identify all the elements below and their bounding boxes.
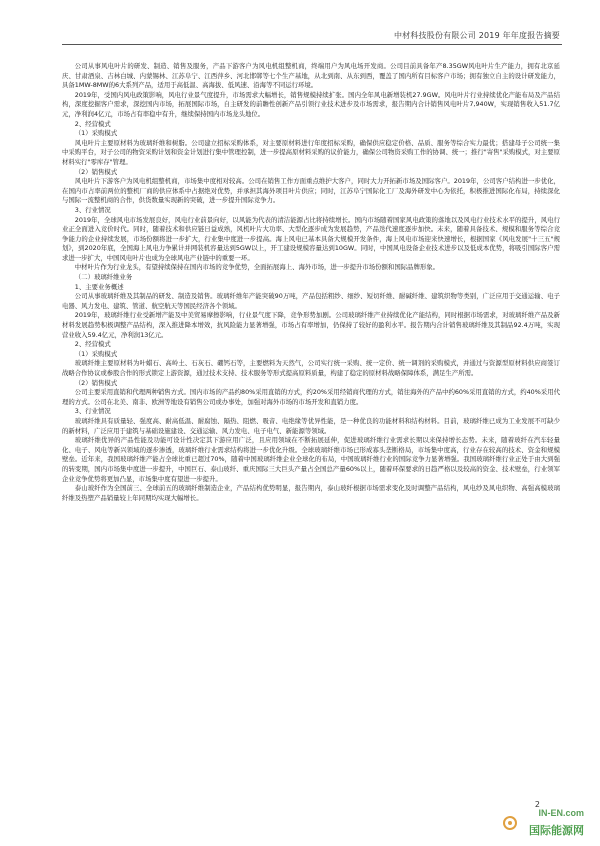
subsection-heading: （1）采购模式 <box>74 349 118 358</box>
paragraph: 玻璃纤维优异的产品性能及功能可设计性决定其下游应用广泛，且应用领域在不断拓展延伸，促进玻璃纤维行业需求长期以来保持增长态势。未来，随着玻纤在汽车轻量化、电子、风电等新兴领域的逐步渗透，玻璃纤维行业需求结构将进一步优化升级。全球玻璃纤维市场已形成寡头垄断格局，市场集中度高，行业存在较高的技术、资金和规模壁垒。近年来，我国玻璃纤维产能占全球比重已超过70%，随着中国玻璃纤维企业全球化的布局，中国玻璃纤维行业的国际竞争力显著增强。我国玻璃纤维行业正处于由大到强的转变期，国内市场集中度进一步提升，中国巨石、泰山玻纤、重庆国际三大巨头产量占全国总产量60%以上，随着环保要求的日趋严格以及较高的资金、技术壁垒，行业领军企业竞争优势将更加凸显，市场集中度有望进一步提升。 <box>62 436 560 483</box>
paragraph: 玻璃纤维主要原材料为叶蜡石、高岭土、石灰石、硼钙石等，主要燃料为天然气，公司实行统一采购、统一定价、统一调剂的采购模式，并通过与资源型原材料供应商签订战略合作协议或参股合作的形式锁定上游资源，通过技术支持、技术服务等形式提高原料质量，构建了稳定的原材料战略保障体系，满足生产所需。 <box>62 359 560 377</box>
header-divider <box>62 44 562 45</box>
section-heading: 2、经营模式 <box>74 340 111 349</box>
paragraph: 风电叶片下游客户为风电机组整机商，市场集中度相对较高。公司在销售工作方面重点维护大客户，同时大力开拓新市场及国际客户。2019年，公司客户结构进一步优化，在国内市占率前两位的整机厂商的供应体系中占据绝对优势，并承担其海外项目叶片供应；同时，江苏阜宁国际化工厂及海外研发中心为依托，积极推进国际化布局，持续深化与国际一流整机商的合作，供货数量实现新的突破，进一步提升国际竞争力。 <box>62 177 560 205</box>
paragraph: 2019年，全球风电市场发展良好，风电行业前景向好，以风能为代表的清洁能源占比将持续增长。国内市场随着国家风电政策的落地以及风电行业技术水平的提升，风电行业正全面进入竞价时代。同时，随着技术和供应链日益成熟，风机叶片大功率、大型化逐步成为发展趋势，产品迭代速度逐步加快。未来，随着具备技术、规模和服务等综合竞争能力的企业持续发展，市场份额将进一步扩大，行业集中度进一步提高。海上风电已基本具备大规模开发条件，海上风电市场迎来快速增长，根据国家《风电发展"十三五"规划》，到2020年底，全国海上风电力争累计并网装机容量达到5GW以上，开工建设规模容量达到10GW。同时，中国风电设备企业技术进步以及低成本优势，将吸引国际客户需求进一步扩大，中国风电叶片也成为全球风电产业链中的重要一环。 <box>62 215 560 262</box>
page-number: 2 <box>534 800 540 809</box>
section-heading: 2、经营模式 <box>74 119 111 128</box>
section-heading: 1、主要业务概述 <box>74 282 124 291</box>
paragraph: 2019年，受国内风电政策影响，风电行业景气度提升，市场需求大幅增长，销售规模持续扩张。国内全年风电新增装机27.9GW。风电叶片行业持续优化产能布局及产品结构，深度挖掘客户需求，深挖国内市场，拓展国际市场，自主研发的前瞻性创新产品引领行业技术进步及市场需求，报告期内合计销售风电叶片7,940W，实现销售收入51.7亿元，净利润4亿元，市场占有率稳中有升，继续保持国内市场龙头地位。 <box>62 90 560 118</box>
paragraph: 中材叶片作为行业龙头，有望持续保持在国内市场的竞争优势，全面拓展海上、海外市场，进一步提升市场份额和国际品牌形象。 <box>74 263 440 272</box>
paragraph: 公司主要采用直销和代理两种销售方式。国内市场的产品约80%采用直销的方式，约20%采用经销商代理的方式，销往海外的产品中约60%采用直销的方式，约40%采用代理的方式。公司在北美、南非、欧洲等地设有销售公司或办事处，加强对海外市场的市场开发和直销力度。 <box>62 388 560 406</box>
section-heading: （二）玻璃纤维业务 <box>74 273 133 282</box>
subsection-heading: （1）采购模式 <box>74 129 118 138</box>
subsection-heading: （2）销售模式 <box>74 167 118 176</box>
report-body <box>62 62 560 503</box>
paragraph: 玻璃纤维具有质量轻、强度高、耐高低温、耐腐蚀、隔热、阻燃、吸音、电绝缘等优异性能，是一种优良的功能材料和结构材料。目前，玻璃纤维已成为工业发展不可缺少的新材料，广泛应用于建筑与基础设施建设、交通运输、风力发电、电子电气、新能源等领域。 <box>62 416 560 435</box>
paragraph: 公司从事玻璃纤维及其制品的研发、制造及销售。玻璃纤维年产能突破90万吨，产品包括粗纱、细纱、短切纤维、耐碱纤维、建筑织物等类别，广泛应用于交通运输、电子电器、风力发电、建筑、管道、航空航天等国民经济各个领域。 <box>62 292 560 310</box>
watermark-text: 国际能源网 <box>529 824 584 837</box>
report-header-title: 中材科技股份有限公司 2019 年年度报告摘要 <box>393 31 560 40</box>
paragraph: 泰山玻纤作为全国前三、全球前五的玻璃纤维制造企业，产品结构优势明显，报告期内，泰山玻纤根据市场需求变化及时调整产品结构，风电纱及风电织物、高强高模玻璃纤维及热塑产品销量较上年同期均实现大幅增长。 <box>62 484 560 502</box>
section-heading: 3、行业情况 <box>74 205 111 214</box>
paragraph: 2019年，玻璃纤维行业受新增产能及中美贸易摩擦影响，行业景气度下降，竞争形势加剧。公司玻璃纤维产业持续优化产能结构，同时根据市场需求，对玻璃纤维产品及新材料发展趋势积极调整产品结构，深入推进降本增效，抗风险能力显著增强，市场占有率增加，仍保持了较好的盈利水平。报告期内合计销售玻璃纤维及其制品92.4万吨，实现营业收入59.4亿元，净利润13亿元。 <box>62 311 560 339</box>
watermark-text: IN-EN.com <box>538 808 584 818</box>
paragraph: 公司从事风电叶片的研发、制造、销售及服务，产品下游客户为风电机组整机商，终端用户为风电场开发商。公司目前具备年产8.35GW风电叶片生产能力，拥有北京延庆、甘肃酒泉、吉林白城、内蒙锡林、江苏阜宁、江西萍乡、河北邯郸等七个生产基地，从北到南、从东到西，覆盖了国内所有目标客户市场；拥有独立自主的设计研发能力，具备1MW-8MW的6大系列产品，适用于高低温、高海拔、低风速、沿海等不同运行环境。 <box>62 62 560 90</box>
paragraph: 风电叶片主要原材料为玻璃纤维和树脂。公司建立招标采购体系，对主要原材料进行年度招标采购，确保供应稳定价格、品质、服务等综合实力最优；搭建母子公司统一集中采购平台，对子公司的物资采购计划和资金计划进行集中管理控制，进一步提高原材料采购的议价能力，确保公司物资采购工作的协调、统一；推行"寄售"采购模式，对主要原材料实行"零库存"管理。 <box>62 138 560 166</box>
section-heading: 3、行业情况 <box>74 407 111 416</box>
subsection-heading: （2）销售模式 <box>74 378 118 387</box>
